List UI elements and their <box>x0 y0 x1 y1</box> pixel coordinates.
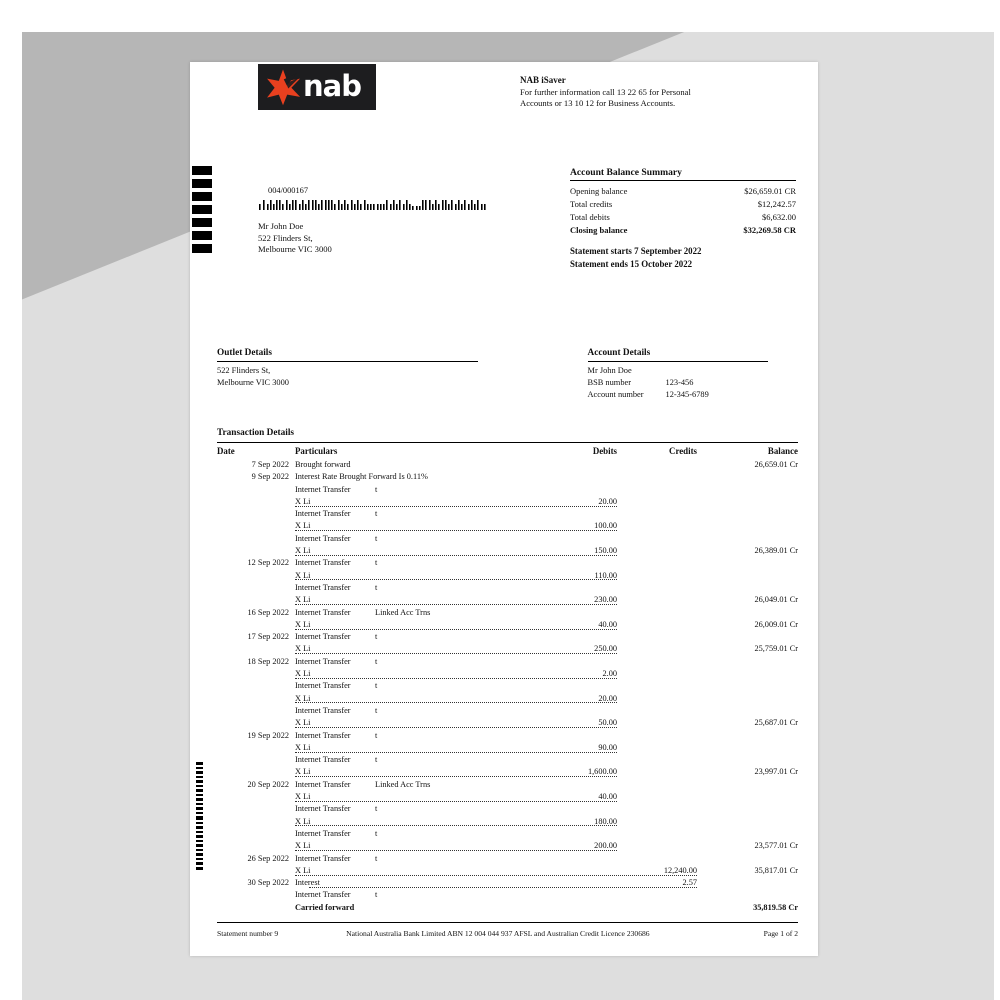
column-header-particulars: Particulars <box>295 446 338 456</box>
details-section <box>217 348 798 402</box>
recipient-street: 522 Flinders St, <box>258 232 313 243</box>
transaction-row <box>217 583 798 595</box>
leader-dots <box>295 801 617 802</box>
leader-dots <box>295 776 617 777</box>
bsb-label: BSB number <box>587 378 632 388</box>
summary-label: Closing balance <box>570 224 628 235</box>
product-info-block <box>520 75 770 109</box>
summary-value: $6,632.00 <box>762 211 796 222</box>
cell-debit: 150.00 <box>594 546 617 556</box>
summary-row-opening-balance <box>570 185 796 198</box>
transaction-row <box>217 681 798 693</box>
nab-star-icon <box>264 68 302 106</box>
leader-dots <box>295 579 617 580</box>
cell-particulars2: t <box>375 828 378 838</box>
page-number: Page 1 of 2 <box>763 929 798 938</box>
cell-particulars: Interest <box>295 878 320 888</box>
cell-credit: 2.57 <box>682 878 697 888</box>
mail-bar <box>192 179 212 188</box>
transaction-row <box>217 595 798 607</box>
cell-debit: 180.00 <box>594 816 617 826</box>
mail-bar <box>192 192 212 201</box>
cell-date: 16 Sep 2022 <box>247 607 289 617</box>
statement-start-date: Statement starts 7 September 2022 <box>570 246 702 257</box>
product-info-line-1: For further information call 13 22 65 for Personal <box>520 86 691 97</box>
leader-dots <box>295 653 617 654</box>
cell-date: 9 Sep 2022 <box>251 472 289 482</box>
cell-debit: 40.00 <box>598 792 617 802</box>
transaction-row <box>217 792 798 804</box>
cell-debit: 20.00 <box>598 693 617 703</box>
cell-particulars: Internet Transfer <box>295 632 351 642</box>
legal-text: National Australia Bank Limited ABN 12 004 044 937 AFSL and Australian Credit Licence 230686 <box>346 929 650 938</box>
transaction-row <box>217 485 798 497</box>
transaction-row <box>217 755 798 767</box>
transaction-row <box>217 731 798 743</box>
account-holder-name: Mr John Doe <box>587 365 632 375</box>
outlet-address-line-1: 522 Flinders St, <box>217 365 271 375</box>
cell-balance: 26,389.01 Cr <box>754 546 798 556</box>
statement-period <box>570 245 796 271</box>
mail-sort-bars <box>192 166 212 257</box>
outlet-address-line-2: Melbourne VIC 3000 <box>217 378 289 388</box>
statement-page <box>190 62 818 956</box>
summary-label: Total credits <box>570 199 613 210</box>
mail-bar <box>192 231 212 240</box>
leader-dots <box>295 850 617 851</box>
cell-debit: 200.00 <box>594 841 617 851</box>
cell-particulars: Internet Transfer <box>295 890 351 900</box>
cell-particulars: X Li <box>295 595 311 605</box>
cell-particulars: X Li <box>295 570 311 580</box>
cell-debit: 1,600.00 <box>587 767 617 777</box>
transaction-row <box>217 706 798 718</box>
summary-label: Opening balance <box>570 186 628 197</box>
footer-rule <box>217 922 798 923</box>
leader-dots <box>295 506 617 507</box>
cell-particulars2: t <box>375 533 378 543</box>
cell-credit: 12,240.00 <box>663 865 697 875</box>
transaction-row <box>217 644 798 656</box>
leader-dots <box>295 702 617 703</box>
cell-particulars: X Li <box>295 792 311 802</box>
transaction-top-rule <box>217 442 798 443</box>
cell-particulars: Internet Transfer <box>295 582 351 592</box>
cell-particulars2: t <box>375 681 378 691</box>
leader-dots <box>295 825 617 826</box>
leader-dots <box>295 875 697 876</box>
transaction-row <box>217 509 798 521</box>
cell-date: 19 Sep 2022 <box>247 730 289 740</box>
outlet-details <box>217 348 508 402</box>
transaction-table-header <box>217 446 798 459</box>
mail-bar <box>192 218 212 227</box>
cell-particulars: Internet Transfer <box>295 607 351 617</box>
page-footer <box>217 930 798 939</box>
cell-balance: 25,687.01 Cr <box>754 718 798 728</box>
cell-particulars2: t <box>375 509 378 519</box>
transaction-row <box>217 669 798 681</box>
cell-debit: 110.00 <box>594 570 617 580</box>
cell-balance: 26,049.01 Cr <box>754 595 798 605</box>
column-header-credits: Credits <box>669 446 697 456</box>
cell-date: 26 Sep 2022 <box>247 853 289 863</box>
cell-particulars: X Li <box>295 841 311 851</box>
outlet-details-heading: Outlet Details <box>217 348 478 362</box>
cell-particulars: X Li <box>295 865 311 875</box>
cell-particulars: Internet Transfer <box>295 656 351 666</box>
cell-date: 17 Sep 2022 <box>247 632 289 642</box>
backdrop-top-margin <box>0 0 1000 32</box>
transaction-row <box>217 534 798 546</box>
summary-row-total-debits <box>570 211 796 224</box>
column-header-debits: Debits <box>592 446 617 456</box>
cell-particulars: Internet Transfer <box>295 828 351 838</box>
summary-value: $32,269.58 CR <box>743 224 796 235</box>
cell-date: 30 Sep 2022 <box>247 878 289 888</box>
bsb-value: 123-456 <box>665 378 694 388</box>
cell-particulars2: t <box>375 804 378 814</box>
transaction-row <box>217 903 798 915</box>
cell-particulars2: t <box>375 755 378 765</box>
statement-number: Statement number 9 <box>217 929 279 938</box>
cell-debit: 2.00 <box>602 669 617 679</box>
cell-particulars: Internet Transfer <box>295 558 351 568</box>
cell-particulars: Internet Transfer <box>295 705 351 715</box>
cell-balance: 23,577.01 Cr <box>754 841 798 851</box>
summary-label: Total debits <box>570 211 610 222</box>
account-details-heading: Account Details <box>588 348 769 362</box>
leader-dots <box>295 727 617 728</box>
customer-code: 004/000167 <box>268 186 309 195</box>
address-block <box>258 186 518 256</box>
cell-debit: 250.00 <box>594 644 617 654</box>
summary-value: $12,242.57 <box>757 199 796 210</box>
cell-particulars2: t <box>375 890 378 900</box>
summary-value: $26,659.01 CR <box>744 186 796 197</box>
transaction-row <box>217 694 798 706</box>
cell-particulars: Carried forward <box>295 902 355 912</box>
mail-bar <box>192 166 212 175</box>
transaction-row <box>217 571 798 583</box>
cell-debit: 50.00 <box>598 718 617 728</box>
cell-particulars: X Li <box>295 669 311 679</box>
recipient-city: Melbourne VIC 3000 <box>258 244 332 255</box>
transaction-row <box>217 878 798 890</box>
transaction-row <box>217 472 798 484</box>
transaction-row <box>217 718 798 730</box>
cell-balance: 26,009.01 Cr <box>754 619 798 629</box>
cell-particulars2: t <box>375 484 378 494</box>
cell-date: 20 Sep 2022 <box>247 779 289 789</box>
summary-row-total-credits <box>570 198 796 211</box>
column-header-date: Date <box>217 446 235 456</box>
cell-date: 7 Sep 2022 <box>251 460 289 469</box>
cell-particulars: X Li <box>295 693 311 703</box>
cell-particulars2: t <box>375 632 378 642</box>
account-number-value: 12-345-6789 <box>665 390 709 400</box>
cell-particulars: Brought forward <box>295 460 351 469</box>
transaction-row <box>217 521 798 533</box>
column-header-balance: Balance <box>767 446 798 456</box>
transaction-row <box>217 841 798 853</box>
backdrop-right-margin <box>994 0 1000 1000</box>
nab-logo <box>258 64 376 110</box>
cell-particulars2: Linked Acc Trns <box>375 607 431 617</box>
transaction-row <box>217 817 798 829</box>
transaction-row <box>217 620 798 632</box>
cell-particulars: X Li <box>295 546 311 556</box>
account-number-label: Account number <box>587 390 644 400</box>
transaction-row <box>217 460 798 472</box>
transaction-row <box>217 866 798 878</box>
leader-dots <box>295 604 617 605</box>
cell-particulars: X Li <box>295 816 311 826</box>
account-details <box>508 348 799 402</box>
leader-dots <box>309 887 697 888</box>
cell-particulars: X Li <box>295 644 311 654</box>
cell-date: 12 Sep 2022 <box>247 558 289 568</box>
product-info-line-2: Accounts or 13 10 12 for Business Accounts. <box>520 97 676 108</box>
cell-particulars: Internet Transfer <box>295 853 351 863</box>
transaction-row <box>217 854 798 866</box>
transaction-table-body <box>217 460 798 915</box>
cell-particulars: X Li <box>295 619 311 629</box>
leader-dots <box>295 629 617 630</box>
account-balance-summary <box>570 167 796 271</box>
cell-debit: 230.00 <box>594 595 617 605</box>
transaction-row <box>217 767 798 779</box>
cell-date: 18 Sep 2022 <box>247 656 289 666</box>
leader-dots <box>295 530 617 531</box>
transaction-row <box>217 780 798 792</box>
cell-particulars2: t <box>375 730 378 740</box>
cell-debit: 40.00 <box>598 619 617 629</box>
cell-balance: 26,659.01 Cr <box>754 460 798 469</box>
cell-particulars: X Li <box>295 496 311 506</box>
cell-particulars: Internet Transfer <box>295 755 351 765</box>
statement-end-date: Statement ends 15 October 2022 <box>570 259 693 270</box>
side-barcode-icon <box>196 762 203 872</box>
cell-particulars2: t <box>375 853 378 863</box>
nab-wordmark: nab <box>303 68 361 103</box>
cell-debit: 20.00 <box>598 496 617 506</box>
cell-balance: 23,997.01 Cr <box>754 767 798 777</box>
cell-particulars: X Li <box>295 767 311 777</box>
recipient-name: Mr John Doe <box>258 220 304 231</box>
cell-particulars: Internet Transfer <box>295 730 351 740</box>
transaction-row <box>217 546 798 558</box>
cell-balance: 35,819.58 Cr <box>753 902 798 912</box>
transaction-row <box>217 608 798 620</box>
leader-dots <box>295 555 617 556</box>
cell-particulars: Internet Transfer <box>295 484 351 494</box>
cell-particulars2: t <box>375 656 378 666</box>
cell-particulars2: t <box>375 558 378 568</box>
cell-particulars2: t <box>375 705 378 715</box>
transaction-row <box>217 497 798 509</box>
transaction-row <box>217 558 798 570</box>
leader-dots <box>295 752 617 753</box>
leader-dots <box>295 678 617 679</box>
cell-debit: 90.00 <box>598 742 617 752</box>
cell-balance: 25,759.01 Cr <box>754 644 798 654</box>
mail-bar <box>192 244 212 253</box>
cell-particulars: X Li <box>295 521 311 531</box>
cell-debit: 100.00 <box>594 521 617 531</box>
cell-particulars: X Li <box>295 742 311 752</box>
transaction-row <box>217 632 798 644</box>
cell-particulars: Internet Transfer <box>295 533 351 543</box>
cell-particulars2: Linked Acc Trns <box>375 779 431 789</box>
transaction-row <box>217 657 798 669</box>
cell-balance: 35,817.01 Cr <box>754 865 798 875</box>
product-title: NAB iSaver <box>520 75 566 85</box>
backdrop-left-margin <box>0 0 22 1000</box>
cell-particulars2: t <box>375 582 378 592</box>
mail-bar <box>192 205 212 214</box>
cell-particulars: Internet Transfer <box>295 509 351 519</box>
transaction-row <box>217 804 798 816</box>
transaction-row <box>217 743 798 755</box>
postal-barcode-icon <box>258 198 490 214</box>
transaction-row <box>217 890 798 902</box>
transaction-details-title: Transaction Details <box>217 428 295 438</box>
cell-particulars: Interest Rate Brought Forward Is 0.11% <box>295 472 428 482</box>
cell-particulars: Internet Transfer <box>295 804 351 814</box>
cell-particulars: Internet Transfer <box>295 779 351 789</box>
balance-summary-heading: Account Balance Summary <box>570 167 796 181</box>
transaction-row <box>217 829 798 841</box>
cell-particulars: Internet Transfer <box>295 681 351 691</box>
summary-row-closing-balance <box>570 224 796 237</box>
cell-particulars: X Li <box>295 718 311 728</box>
